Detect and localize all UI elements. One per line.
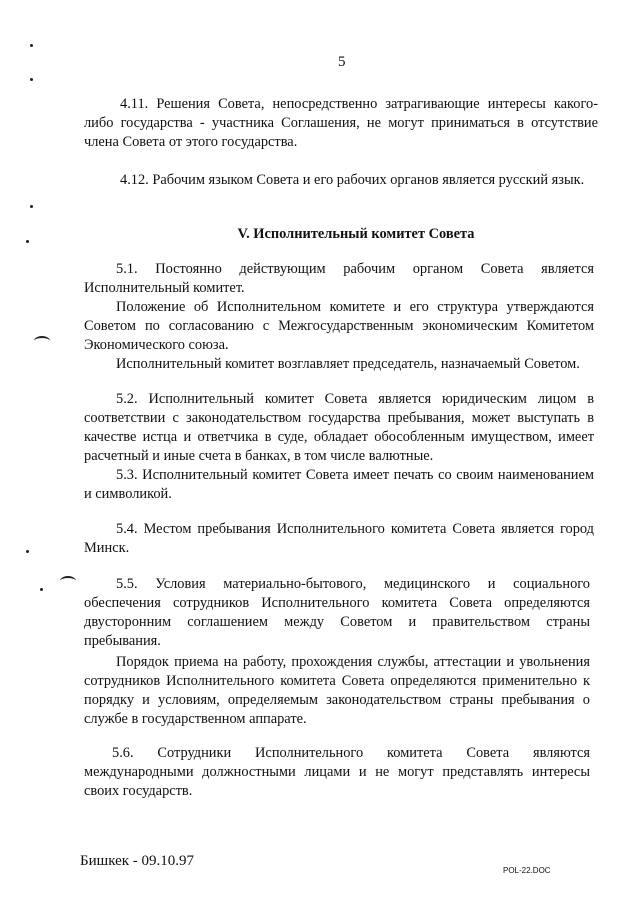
- paragraph-5-5-line-4: пребывания.: [84, 633, 161, 649]
- paragraph-5-2-line-3: качестве истца и ответчика в суде, обладает обособленным имуществом, имеет: [84, 429, 594, 445]
- paragraph-4-11-line-1: 4.11. Решения Совета, непосредственно затрагивающие интересы какого-: [120, 96, 598, 112]
- paragraph-5-5b-line-3: порядку и условиям, определяемым законодательством страны пребывания о: [84, 692, 590, 708]
- paragraph-5-1b-line-3: Экономического союза.: [84, 337, 229, 353]
- paragraph-5-2-line-4: расчетный и иные счета в банках, в том числе валютные.: [84, 448, 434, 464]
- paragraph-5-1-line-2: Исполнительный комитет.: [84, 280, 245, 296]
- scan-dot-mark: [26, 550, 29, 553]
- paragraph-4-12: 4.12. Рабочим языком Совета и его рабочих органов является русский язык.: [120, 172, 585, 188]
- paragraph-5-5-line-3: двусторонним соглашением между Советом и правительством страны: [84, 614, 590, 630]
- scan-dot-mark: [30, 205, 33, 208]
- paragraph-5-5-line-1: 5.5. Условия материально-бытового, медицинского и социального: [116, 576, 590, 592]
- scan-dot-mark: [40, 588, 43, 591]
- page-number: 5: [338, 54, 346, 70]
- paragraph-5-1b-line-2: Советом по согласованию с Межгосударственным экономическим Комитетом: [84, 318, 594, 334]
- paragraph-5-5-line-2: обеспечения сотрудников Исполнительного комитета Совета определяются: [84, 595, 590, 611]
- paragraph-5-6-line-1: 5.6. Сотрудники Исполнительного комитета Совета являются: [112, 745, 590, 761]
- section-heading: V. Исполнительный комитет Совета: [237, 226, 475, 242]
- paragraph-5-4-line-2: Минск.: [84, 540, 130, 556]
- footer-file-name: POL-22.DOC: [503, 866, 551, 875]
- paragraph-5-1c: Исполнительный комитет возглавляет председатель, назначаемый Советом.: [116, 356, 580, 372]
- paragraph-5-3-line-1: 5.3. Исполнительный комитет Совета имеет печать со своим наименованием: [116, 467, 594, 483]
- paragraph-5-4-line-1: 5.4. Местом пребывания Исполнительного комитета Совета является город: [116, 521, 594, 537]
- paragraph-5-6-line-2: международными должностными лицами и не могут представлять интересы: [84, 764, 590, 780]
- paragraph-5-3-line-2: и символикой.: [84, 486, 172, 502]
- paragraph-5-2-line-2: соответствии с законодательством государства пребывания, может выступать в: [84, 410, 594, 426]
- paragraph-5-5b-line-1: Порядок приема на работу, прохождения службы, аттестации и увольнения: [116, 654, 590, 670]
- paragraph-5-1-line-1: 5.1. Постоянно действующим рабочим органом Совета является: [116, 261, 594, 277]
- paragraph-5-6-line-3: своих государств.: [84, 783, 193, 799]
- paragraph-5-5b-line-4: службе в государственном аппарате.: [84, 711, 307, 727]
- paragraph-5-1b-line-1: Положение об Исполнительном комитете и его структура утверждаются: [116, 299, 594, 315]
- scan-arc-mark: [34, 336, 50, 346]
- scan-dot-mark: [30, 44, 33, 47]
- paragraph-4-11-line-2: либо государства - участника Соглашения, не могут приниматься в отсутствие: [84, 115, 598, 131]
- scan-arc-mark: [60, 576, 76, 586]
- scan-dot-mark: [26, 240, 29, 243]
- footer-place-date: Бишкек - 09.10.97: [80, 853, 195, 869]
- paragraph-5-5b-line-2: сотрудников Исполнительного комитета Совета определяются применительно к: [84, 673, 590, 689]
- scan-dot-mark: [30, 78, 33, 81]
- paragraph-4-11-line-3: члена Совета от этого государства.: [84, 134, 298, 150]
- paragraph-5-2-line-1: 5.2. Исполнительный комитет Совета является юридическим лицом в: [116, 391, 594, 407]
